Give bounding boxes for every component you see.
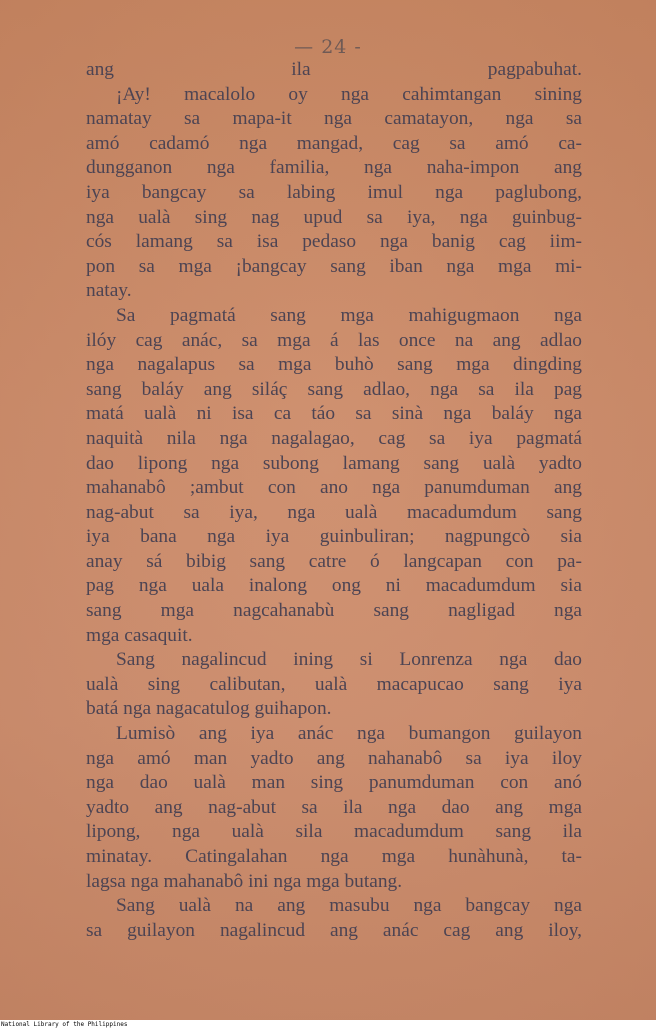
- text-line: nga dao ualà man sing panumduman con anó: [86, 772, 582, 794]
- text-line: ualà sing calibutan, ualà macapucao sang iya: [86, 673, 582, 695]
- text-line: Sang ualà na ang masubu nga bangcay nga: [116, 895, 582, 917]
- text-line: cós lamang sa isa pedaso nga banig cag iim-: [86, 231, 582, 253]
- text-line: ang ila pagpabuhat.: [86, 59, 582, 80]
- text-line: mga casaquit.: [86, 624, 193, 646]
- body-text: [86, 58, 582, 943]
- text-line: anay sá bibig sang catre ó langcapan con pa-: [86, 550, 582, 572]
- text-line: nga ualà sing nag upud sa iya, nga guinbug-: [86, 206, 582, 228]
- text-line: nga amó man yadto ang nahanabô sa iya iloy: [86, 747, 582, 769]
- text-line: nag-abut sa iya, nga ualà macadumdum sang: [86, 501, 582, 523]
- text-line: namatay sa mapa-it nga camatayon, nga sa: [86, 108, 582, 130]
- text-line: sang baláy ang siláç sang adlao, nga sa ila pag: [86, 378, 582, 400]
- text-line: pon sa mga ¡bangcay sang iban nga mga mi-: [86, 255, 582, 277]
- text-line: mahanabô ;ambut con ano nga panumduman ang: [86, 477, 582, 499]
- text-line: sa guilayon nagalincud ang anác cag ang iloy,: [86, 919, 582, 941]
- text-line: lipong, nga ualà sila macadumdum sang ila: [86, 821, 582, 843]
- text-line: ilóy cag anác, sa mga á las once na ang adlao: [86, 329, 582, 351]
- text-line: nga nagalapus sa mga buhò sang mga dingding: [86, 354, 582, 376]
- text-line: yadto ang nag-abut sa ila nga dao ang mga: [86, 796, 582, 818]
- text-line: lagsa nga mahanabô ini nga mga butang.: [86, 870, 403, 892]
- text-line: natay.: [86, 280, 132, 302]
- text-line: matá ualà ni isa ca táo sa sinà nga baláy nga: [86, 403, 582, 425]
- text-line: pag nga uala inalong ong ni macadumdum sia: [86, 575, 582, 597]
- text-line: naquità nila nga nagalagao, cag sa iya pagmatá: [86, 427, 582, 449]
- text-line: iya bana nga iya guinbuliran; nagpungcò sia: [86, 526, 582, 548]
- text-line: minatay. Catingalahan nga mga hunàhunà, ta-: [86, 846, 582, 867]
- text-line: Sa pagmatá sang mga mahigugmaon nga: [116, 304, 582, 326]
- text-line: batá nga nagacatulog guihapon.: [86, 698, 332, 720]
- text-line: amó cadamó nga mangad, cag sa amó ca-: [86, 132, 582, 154]
- text-line: dao lipong nga subong lamang sang ualà yadto: [86, 452, 582, 474]
- text-line: Lumisò ang iya anác nga bumangon guilayon: [116, 723, 582, 745]
- text-line: dungganon nga familia, nga naha-impon ang: [86, 157, 582, 179]
- text-line: Sang nagalincud ining si Lonrenza nga dao: [116, 649, 582, 671]
- text-line: ¡Ay! macalolo oy nga cahimtangan sining: [116, 83, 582, 105]
- library-credit: National Library of the Philippines: [1, 1021, 128, 1028]
- page-number: — 24 -: [294, 36, 362, 58]
- text-line: sang mga nagcahanabù sang nagligad nga: [86, 600, 582, 622]
- text-line: iya bangcay sa labing imul nga paglubong,: [86, 181, 582, 203]
